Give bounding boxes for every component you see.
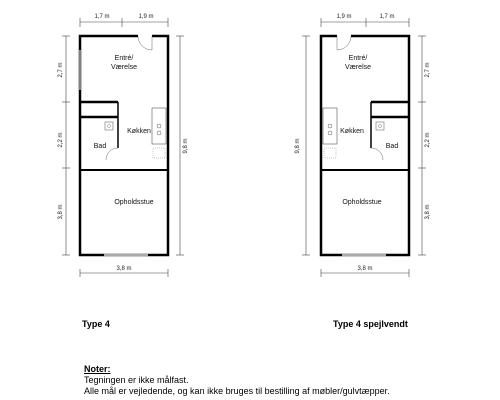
bottom-dim: 3,8 m [357,266,373,272]
plan-type-4-mirrored [295,14,431,277]
notes-heading: Noter: [84,364,111,374]
total-dim: 9,8 m [183,138,189,154]
top-dimension [80,18,168,27]
bottom-dim: 3,8 m [116,266,132,272]
top-dim-1: 1,9 m [336,14,352,20]
bath-door-swing [371,148,383,160]
stove-icon [157,124,161,128]
entry-door-gap [337,34,351,38]
room-label-kitchen: Køkken [340,128,364,135]
room-label-bath: Bad [93,143,107,150]
room-label-entry: Entré/ [348,55,368,62]
stove-icon [328,124,332,128]
table-icon [153,148,165,158]
notes-line: Alle mål er vejledende, og kan ikke bruges til bestilling af møbler/gulvtæpper. [84,386,390,396]
side-dim-1: 2,7 m [58,62,64,78]
kitchen-counter [323,108,337,144]
toilet-icon [105,122,113,130]
top-dimension [321,18,409,27]
side-dim-2: 2,2 m [58,132,64,148]
side-dim-1: 2,7 m [425,62,431,78]
room-label-living: Opholdsstue [342,199,382,206]
entry-door-gap [138,34,152,38]
entry-door-swing [337,36,351,50]
caption-type-4: Type 4 [82,319,110,329]
room-label-entry-2: Værelse [344,64,372,71]
room-label-bath: Bad [385,143,399,150]
top-dim-1: 1,7 m [94,14,110,20]
kitchen-counter [152,108,166,144]
toilet-icon [376,122,384,130]
side-dim-3: 3,8 m [425,204,431,220]
bath-door-swing [106,148,118,160]
total-dim: 9,8 m [295,138,301,154]
entry-door-swing [138,36,152,50]
caption-type-4-mirrored: Type 4 spejlvendt [333,319,408,329]
total-dimension [302,36,310,255]
top-dim-2: 1,9 m [138,14,154,20]
room-label-kitchen: Køkken [127,128,151,135]
notes-section [84,364,390,397]
side-dim-2: 2,2 m [425,132,431,148]
notes-line: Tegningen er ikke målfast. [84,375,189,385]
side-dim-3: 3,8 m [58,204,64,220]
top-dim-2: 1,7 m [379,14,395,20]
room-label-entry: Entré/ [114,55,134,62]
room-label-living: Opholdsstue [114,199,154,206]
room-label-entry-2: Værelse [110,64,138,71]
plan-type-4 [58,14,189,277]
table-icon [324,148,336,158]
